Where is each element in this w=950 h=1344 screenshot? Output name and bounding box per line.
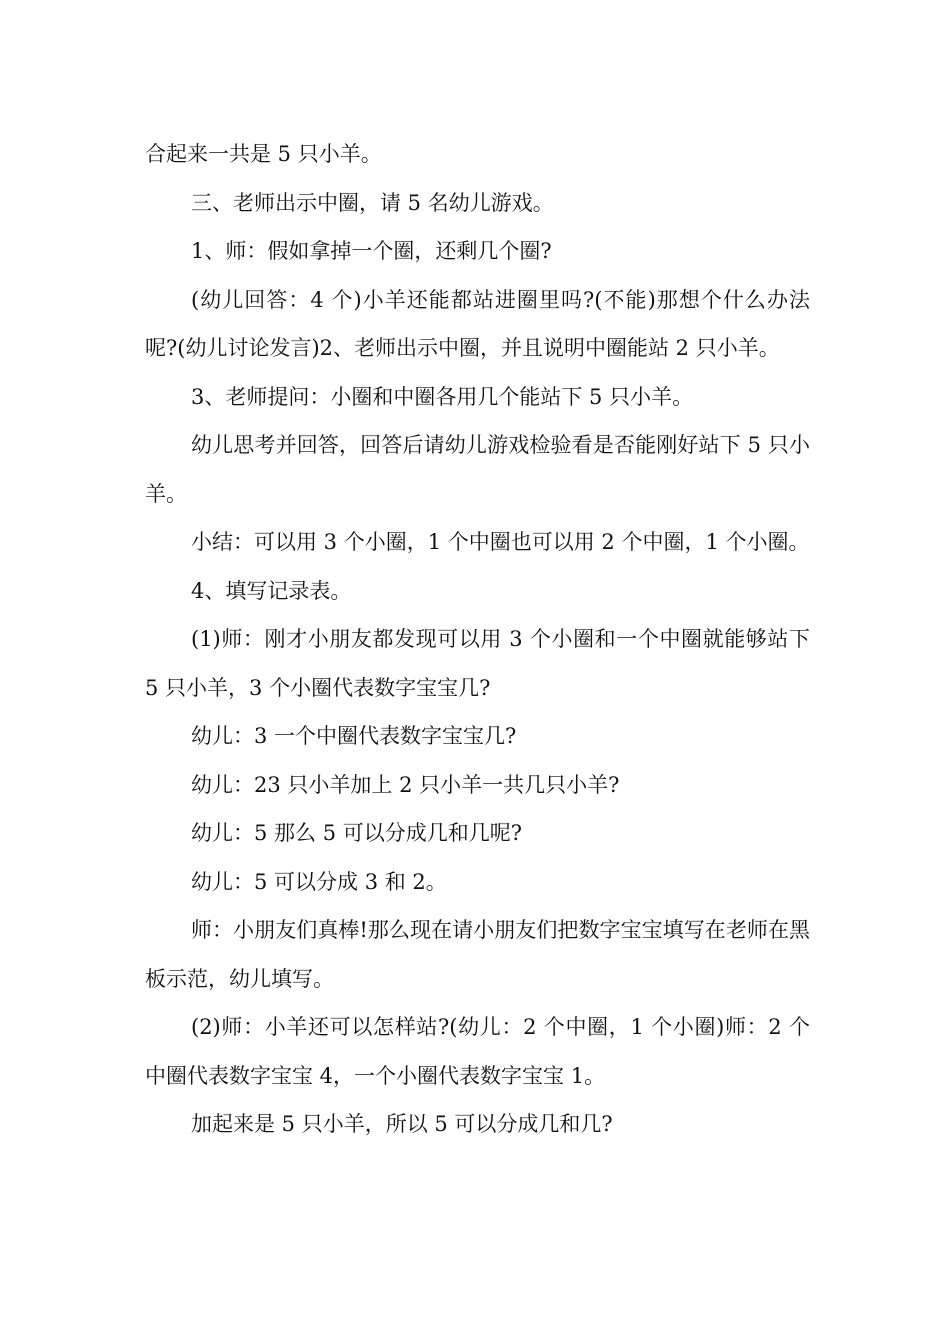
paragraph-1: 合起来一共是 5 只小羊。 (145, 142, 382, 166)
paragraph-15: (2)师：小羊还可以怎样站?(幼儿：2 个中圈，1 个小圈)师：2 个中圈代表数字宝宝 4，一个小圈代表数字宝宝 1。 (145, 1015, 810, 1088)
paragraph-10: 幼儿：3 一个中圈代表数字宝宝几? (191, 724, 517, 748)
paragraph-7: 小结：可以用 3 个小圈，1 个中圈也可以用 2 个中圈，1 个小圈。 (191, 530, 810, 554)
paragraph-13: 幼儿：5 可以分成 3 和 2。 (191, 869, 447, 894)
paragraph-3: 1、师：假如拿掉一个圈，还剩几个圈? (191, 239, 552, 263)
paragraph-2: 三、老师出示中圈，请 5 名幼儿游戏。 (191, 190, 554, 215)
paragraph-14: 师：小朋友们真棒!那么现在请小朋友们把数字宝宝填写在老师在黑板示范，幼儿填写。 (145, 918, 810, 991)
paragraph-9: (1)师：刚才小朋友都发现可以用 3 个小圈和一个中圈就能够站下 5 只小羊，3 个小圈代表数字宝宝几? (145, 627, 810, 700)
paragraph-4: (幼儿回答：4 个)小羊还能都站进圈里吗?(不能)那想个什么办法呢?(幼儿讨论发言)2、老师出示中圈，并且说明中圈能站 2 只小羊。 (145, 287, 810, 360)
paragraph-11: 幼儿：23 只小羊加上 2 只小羊一共几只小羊? (191, 772, 620, 797)
paragraph-16: 加起来是 5 只小羊，所以 5 可以分成几和几? (191, 1112, 613, 1136)
paragraph-12: 幼儿：5 那么 5 可以分成几和几呢? (191, 821, 523, 845)
paragraph-8: 4、填写记录表。 (191, 578, 352, 603)
paragraph-5: 3、老师提问：小圈和中圈各用几个能站下 5 只小羊。 (191, 384, 694, 409)
paragraph-6: 幼儿思考并回答，回答后请幼儿游戏检验看是否能刚好站下 5 只小羊。 (145, 433, 810, 506)
